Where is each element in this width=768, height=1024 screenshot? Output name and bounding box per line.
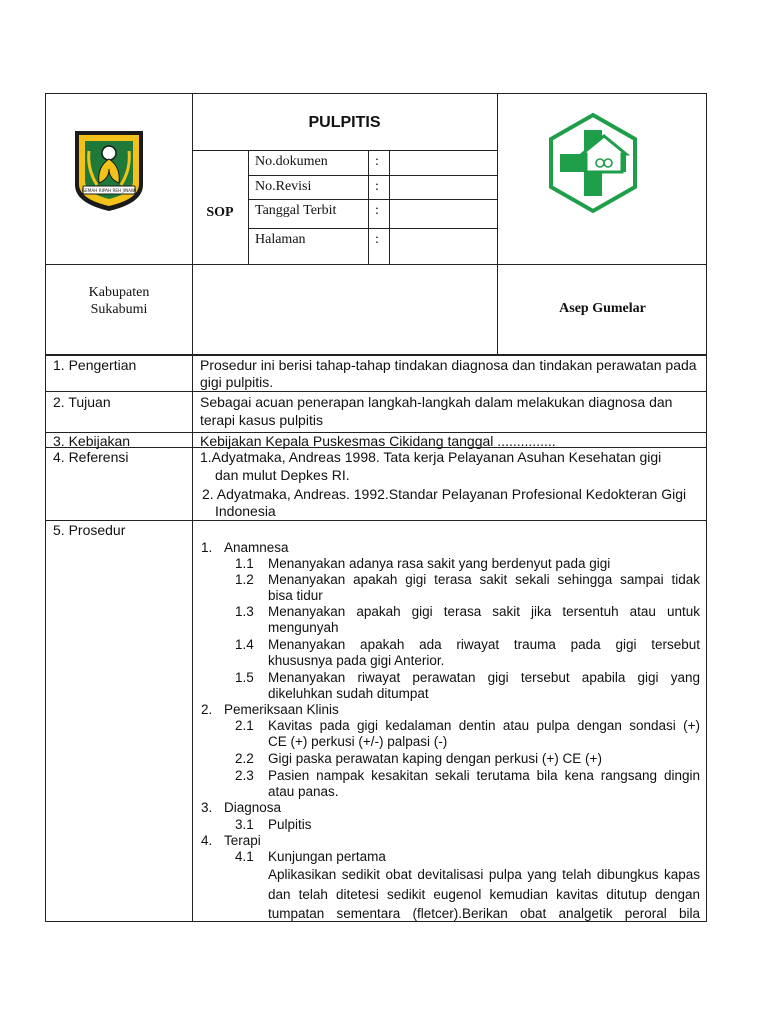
grid-line	[389, 150, 390, 264]
prosedur-item-number: 1.3	[235, 604, 254, 619]
crest-icon	[73, 129, 145, 213]
grid-line	[46, 264, 707, 265]
section-text-tujuan: terapi kasus pulpitis	[200, 412, 323, 428]
prosedur-item-text: Pasien nampak kesakitan sekali terutama bila kena rangsang dingin atau panas.	[268, 768, 700, 799]
grid-line	[368, 150, 369, 264]
meta-label-tanggal-terbit: Tanggal Terbit	[255, 203, 337, 218]
section-text-tujuan: Sebagai acuan penerapan langkah-langkah dalam melakukan diagnosa dan	[200, 394, 673, 410]
meta-label-halaman: Halaman	[255, 232, 306, 247]
region-line: Kabupaten	[88, 285, 150, 300]
grid-line	[192, 150, 497, 151]
meta-label-no-dokumen: No.dokumen	[255, 154, 328, 169]
prosedur-item-text: Gigi paska perawatan kaping dengan perkusi (+) CE (+)	[268, 751, 602, 766]
sop-document	[45, 93, 707, 922]
prosedur-item-text: Menanyakan apakah gigi terasa sakit jika tersentuh atau untuk mengunyah	[268, 604, 700, 635]
grid-line	[248, 150, 249, 264]
prosedur-item-text: Menanyakan riwayat perawatan gigi tersebut apabila gigi yang dikeluhkan sudah ditumpat	[268, 670, 700, 701]
crest-motto: GEMAH RIPAH REH JINAWI	[81, 188, 137, 193]
region-name	[46, 284, 192, 318]
prosedur-step-number: 4.	[201, 833, 213, 848]
section-label-pengertian: 1. Pengertian	[53, 357, 137, 373]
puskesmas-icon	[542, 112, 644, 214]
meta-separator: :	[375, 232, 379, 247]
section-label-referensi: 4. Referensi	[53, 449, 129, 465]
prosedur-item-number: 1.4	[235, 637, 254, 652]
prosedur-item-text: Menanyakan apakah gigi terasa sakit sekali sehingga sampai tidak bisa tidur	[268, 572, 700, 603]
prosedur-step-title: Pemeriksaan Klinis	[224, 702, 339, 717]
prosedur-item-text: Kavitas pada gigi kedalaman dentin atau pulpa dengan sondasi (+) CE (+) perkusi (+/-) palpasi (-)	[268, 718, 700, 749]
prosedur-step-title: Anamnesa	[224, 540, 289, 555]
section-text-kebijakan: Kebijakan Kepala Puskesmas Cikidang tanggal ...............	[200, 433, 556, 449]
meta-label-no-revisi: No.Revisi	[255, 179, 312, 194]
prosedur-item-text: Menanyakan apakah ada riwayat trauma pada gigi tersebut khususnya pada gigi Anterior.	[268, 637, 700, 668]
section-text-pengertian: Prosedur ini berisi tahap-tahap tindakan diagnosa dan tindakan perawatan pada	[200, 357, 697, 373]
grid-line	[46, 391, 707, 392]
kabupaten-crest-logo	[73, 129, 145, 213]
prosedur-item-number: 2.1	[235, 718, 254, 733]
terapi-paragraph: Aplikasikan sedikit obat devitalisasi pulpa yang telah dibungkus kapas dan telah ditetesi sedikit eugenol kemudian kavitas ditutup dengan tumpatan sementara (fletcer).Berikan obat analgetik peroral bila	[268, 867, 700, 921]
prosedur-item-text: Menanyakan adanya rasa sakit yang berdenyut pada gigi	[268, 556, 611, 571]
reference-item: 2. Adyatmaka, Andreas. 1992.Standar Pelayanan Profesional Kedokteran Gigi	[202, 486, 687, 502]
prosedur-item-text: Kunjungan pertama	[268, 849, 386, 864]
grid-line	[46, 354, 707, 356]
prosedur-step-number: 3.	[201, 800, 213, 815]
prosedur-item-number: 2.2	[235, 751, 254, 766]
grid-line	[248, 199, 497, 200]
puskesmas-logo	[542, 112, 644, 214]
prosedur-item-number: 1.2	[235, 572, 254, 587]
signatory-name: Asep Gumelar	[559, 301, 646, 316]
section-label-tujuan: 2. Tujuan	[53, 394, 111, 410]
prosedur-step-number: 2.	[201, 702, 213, 717]
meta-separator: :	[375, 203, 379, 218]
meta-separator: :	[375, 154, 379, 169]
prosedur-item-number: 1.1	[235, 556, 254, 571]
prosedur-step-number: 1.	[201, 540, 213, 555]
reference-item: dan mulut Depkes RI.	[215, 467, 350, 483]
grid-line	[46, 520, 707, 521]
reference-item: 1.Adyatmaka, Andreas 1998. Tata kerja Pelayanan Asuhan Kesehatan gigi	[200, 449, 662, 465]
prosedur-item-number: 3.1	[235, 817, 254, 832]
prosedur-step-title: Diagnosa	[224, 800, 282, 815]
grid-line	[248, 228, 497, 229]
grid-line	[248, 175, 497, 176]
meta-separator: :	[375, 179, 379, 194]
prosedur-item-number: 1.5	[235, 670, 254, 685]
grid-line	[192, 355, 193, 922]
section-label-kebijakan: 3. Kebijakan	[53, 433, 131, 449]
page-title: PULPITIS	[308, 114, 381, 131]
grid-line	[192, 94, 193, 355]
prosedur-item-number: 4.1	[235, 849, 254, 864]
prosedur-item-text: Pulpitis	[268, 817, 312, 832]
prosedur-item-number: 2.3	[235, 768, 254, 783]
section-text-pengertian: gigi pulpitis.	[200, 374, 274, 390]
prosedur-step-title: Terapi	[224, 833, 261, 848]
sop-label: SOP	[206, 205, 234, 220]
section-label-prosedur: 5. Prosedur	[53, 522, 126, 538]
reference-item: Indonesia	[215, 503, 276, 519]
region-line: Sukabumi	[90, 302, 148, 317]
